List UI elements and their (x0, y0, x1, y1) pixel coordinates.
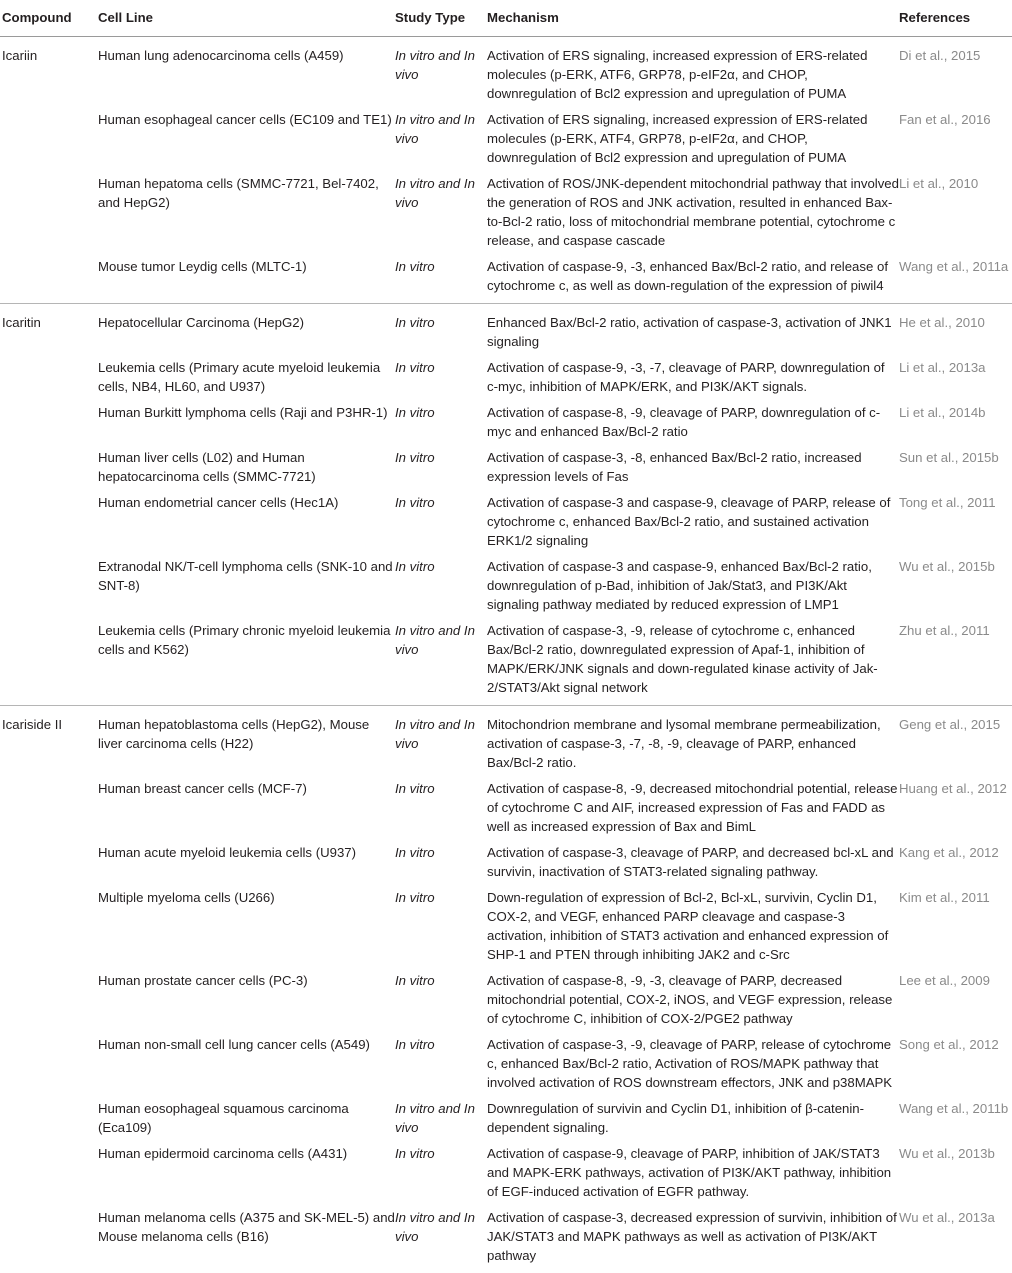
header-compound: Compound (0, 0, 98, 37)
reference-cell: Wu et al., 2013a (899, 1205, 1012, 1273)
mechanism-cell: Activation of caspase-9, cleavage of PARP, inhibition of JAK/STAT3 and MAPK-ERK pathways, activation of PI3K/AKT pathway, inhibition of EGF-induced activation of EGFR pathway. (487, 1141, 899, 1205)
cell-line-cell: Multiple myeloma cells (U266) (98, 885, 395, 968)
cell-line-cell: Human non-small cell lung cancer cells (A549) (98, 1032, 395, 1096)
mechanism-cell: Activation of caspase-3, cleavage of PARP, and decreased bcl-xL and survivin, inactivation of STAT3-related signaling pathway. (487, 840, 899, 885)
study-type-cell: In vitro (395, 1141, 487, 1205)
cell-line-cell: Leukemia cells (Primary acute myeloid leukemia cells, NB4, HL60, and U937) (98, 355, 395, 400)
study-type-cell: In vitro (395, 840, 487, 885)
table-row (0, 618, 1012, 706)
mechanism-cell: Activation of caspase-3 and caspase-9, enhanced Bax/Bcl-2 ratio, downregulation of p-Bad, inhibition of Jak/Stat3, and PI3K/Akt signaling pathway mediated by reduced expression of LMP1 (487, 554, 899, 618)
cell-line-cell: Human acute myeloid leukemia cells (U937) (98, 840, 395, 885)
table-row (0, 490, 1012, 554)
study-type-cell: In vitro (395, 1032, 487, 1096)
study-type-cell: In vitro (395, 554, 487, 618)
compound-cell (0, 355, 98, 400)
reference-cell: Geng et al., 2015 (899, 706, 1012, 777)
table-row (0, 445, 1012, 490)
compound-cell (0, 400, 98, 445)
study-type-cell: In vitro and In vivo (395, 706, 487, 777)
reference-cell: Tong et al., 2011 (899, 490, 1012, 554)
cell-line-cell: Extranodal NK/T-cell lymphoma cells (SNK-10 and SNT-8) (98, 554, 395, 618)
table-row (0, 554, 1012, 618)
compound-cell: Icariin (0, 37, 98, 108)
reference-cell: Zhu et al., 2011 (899, 618, 1012, 706)
mechanism-cell: Activation of caspase-3 and caspase-9, cleavage of PARP, release of cytochrome c, enhanced Bax/Bcl-2 ratio, and sustained activation ERK1/2 signaling (487, 490, 899, 554)
mechanism-cell: Activation of caspase-3, -8, enhanced Bax/Bcl-2 ratio, increased expression levels of Fas (487, 445, 899, 490)
cell-line-cell: Human melanoma cells (A375 and SK-MEL-5) and Mouse melanoma cells (B16) (98, 1205, 395, 1273)
mechanism-cell: Activation of caspase-3, -9, cleavage of PARP, release of cytochrome c, enhanced Bax/Bcl-2 ratio, Activation of ROS/MAPK pathway that involved activation of ROS downstream effectors, JNK and p38MAPK (487, 1032, 899, 1096)
table-row (0, 1096, 1012, 1141)
table-row (0, 400, 1012, 445)
reference-cell: Wu et al., 2013b (899, 1141, 1012, 1205)
mechanism-cell: Mitochondrion membrane and lysomal membrane permeabilization, activation of caspase-3, -7, -8, -9, cleavage of PARP, enhanced Bax/Bcl-2 ratio. (487, 706, 899, 777)
reference-cell: Li et al., 2014b (899, 400, 1012, 445)
study-type-cell: In vitro and In vivo (395, 37, 487, 108)
reference-cell: Wang et al., 2011b (899, 1096, 1012, 1141)
compound-cell (0, 1141, 98, 1205)
study-type-cell: In vitro (395, 490, 487, 554)
reference-cell: Sun et al., 2015b (899, 445, 1012, 490)
study-type-cell: In vitro and In vivo (395, 107, 487, 171)
header-row (0, 0, 1012, 37)
table-row (0, 355, 1012, 400)
compound-cell (0, 1032, 98, 1096)
cell-line-cell: Human liver cells (L02) and Human hepatocarcinoma cells (SMMC-7721) (98, 445, 395, 490)
reference-cell: Di et al., 2015 (899, 37, 1012, 108)
compound-cell (0, 107, 98, 171)
mechanism-cell: Activation of caspase-3, decreased expression of survivin, inhibition of JAK/STAT3 and MAPK pathways as well as activation of PI3K/AKT pathway (487, 1205, 899, 1273)
table-row (0, 1032, 1012, 1096)
cell-line-cell: Leukemia cells (Primary chronic myeloid leukemia cells and K562) (98, 618, 395, 706)
compound-cell (0, 490, 98, 554)
study-type-cell: In vitro (395, 355, 487, 400)
table-row (0, 968, 1012, 1032)
table-row (0, 107, 1012, 171)
compound-cell (0, 618, 98, 706)
study-type-cell: In vitro (395, 304, 487, 356)
study-type-cell: In vitro and In vivo (395, 618, 487, 706)
compound-cell (0, 554, 98, 618)
reference-cell: Wang et al., 2011a (899, 254, 1012, 304)
reference-cell: Song et al., 2012 (899, 1032, 1012, 1096)
mechanism-cell: Activation of ROS/JNK-dependent mitochondrial pathway that involved the generation of ROS and JNK activation, resulted in enhanced Bax-to-Bcl-2 ratio, loss of mitochondrial membrane potential, cytochrome c release, and caspase cascade (487, 171, 899, 254)
compound-cell: Icaritin (0, 304, 98, 356)
compound-cell (0, 840, 98, 885)
table-row (0, 171, 1012, 254)
mechanism-cell: Activation of caspase-8, -9, cleavage of PARP, downregulation of c-myc and enhanced Bax/Bcl-2 ratio (487, 400, 899, 445)
cell-line-cell: Human endometrial cancer cells (Hec1A) (98, 490, 395, 554)
table-body (0, 37, 1012, 1273)
reference-cell: Kang et al., 2012 (899, 840, 1012, 885)
table-row (0, 706, 1012, 777)
reference-cell: Huang et al., 2012 (899, 776, 1012, 840)
study-type-cell: In vitro (395, 254, 487, 304)
compound-cell (0, 885, 98, 968)
compound-cell (0, 1096, 98, 1141)
study-type-cell: In vitro (395, 885, 487, 968)
cell-line-cell: Human prostate cancer cells (PC-3) (98, 968, 395, 1032)
mechanism-cell: Activation of caspase-8, -9, decreased mitochondrial potential, release of cytochrome C and AIF, increased expression of Fas and FADD as well as increased expression of Bax and BimL (487, 776, 899, 840)
study-type-cell: In vitro and In vivo (395, 171, 487, 254)
study-type-cell: In vitro (395, 968, 487, 1032)
compound-cell (0, 445, 98, 490)
table-row (0, 885, 1012, 968)
cell-line-cell: Human lung adenocarcinoma cells (A459) (98, 37, 395, 108)
table-row (0, 776, 1012, 840)
table-row (0, 840, 1012, 885)
study-type-cell: In vitro (395, 445, 487, 490)
study-type-cell: In vitro and In vivo (395, 1096, 487, 1141)
compound-cell (0, 1205, 98, 1273)
mechanism-cell: Activation of caspase-8, -9, -3, cleavage of PARP, decreased mitochondrial potential, COX-2, iNOS, and VEGF expression, release of cytochrome C, inhibition of COX-2/PGE2 pathway (487, 968, 899, 1032)
compound-cell (0, 254, 98, 304)
reference-cell: Wu et al., 2015b (899, 554, 1012, 618)
reference-cell: Kim et al., 2011 (899, 885, 1012, 968)
cell-line-cell: Human hepatoma cells (SMMC-7721, Bel-7402, and HepG2) (98, 171, 395, 254)
table-row (0, 254, 1012, 304)
cell-line-cell: Hepatocellular Carcinoma (HepG2) (98, 304, 395, 356)
mechanism-cell: Activation of ERS signaling, increased expression of ERS-related molecules (p-ERK, ATF6, GRP78, p-eIF2α, and CHOP, downregulation of Bcl2 expression and upregulation of PUMA (487, 37, 899, 108)
cell-line-cell: Human Burkitt lymphoma cells (Raji and P3HR-1) (98, 400, 395, 445)
mechanism-cell: Activation of ERS signaling, increased expression of ERS-related molecules (p-ERK, ATF4, GRP78, p-eIF2α, and CHOP, downregulation of Bcl2 expression and upregulation of PUMA (487, 107, 899, 171)
reference-cell: He et al., 2010 (899, 304, 1012, 356)
header-study-type: Study Type (395, 0, 487, 37)
mechanism-cell: Downregulation of survivin and Cyclin D1, inhibition of β-catenin-dependent signaling. (487, 1096, 899, 1141)
table-row (0, 1205, 1012, 1273)
header-cell-line: Cell Line (98, 0, 395, 37)
cell-line-cell: Human eosophageal squamous carcinoma (Eca109) (98, 1096, 395, 1141)
compound-cell (0, 171, 98, 254)
table-row (0, 304, 1012, 356)
mechanism-cell: Down-regulation of expression of Bcl-2, Bcl-xL, survivin, Cyclin D1, COX-2, and VEGF, enhanced PARP cleavage and caspase-3 activation, inhibition of STAT3 activation and enhanced expression of SHP-1 and PTEN through inhibiting JAK2 and c-Src (487, 885, 899, 968)
cell-line-cell: Human breast cancer cells (MCF-7) (98, 776, 395, 840)
cell-line-cell: Human esophageal cancer cells (EC109 and TE1) (98, 107, 395, 171)
header-references: References (899, 0, 1012, 37)
mechanism-cell: Activation of caspase-3, -9, release of cytochrome c, enhanced Bax/Bcl-2 ratio, downregulated expression of Apaf-1, inhibition of MAPK/ERK/JNK signals and down-regulated kinase activity of Jak-2/STAT3/Akt signal network (487, 618, 899, 706)
cell-line-cell: Human hepatoblastoma cells (HepG2), Mouse liver carcinoma cells (H22) (98, 706, 395, 777)
reference-cell: Fan et al., 2016 (899, 107, 1012, 171)
study-type-cell: In vitro (395, 776, 487, 840)
reference-cell: Lee et al., 2009 (899, 968, 1012, 1032)
reference-cell: Li et al., 2013a (899, 355, 1012, 400)
header-mechanism: Mechanism (487, 0, 899, 37)
study-type-cell: In vitro and In vivo (395, 1205, 487, 1273)
mechanism-cell: Activation of caspase-9, -3, enhanced Bax/Bcl-2 ratio, and release of cytochrome c, as well as down-regulation of the expression of piwil4 (487, 254, 899, 304)
cell-line-cell: Mouse tumor Leydig cells (MLTC-1) (98, 254, 395, 304)
compound-cell: Icariside II (0, 706, 98, 777)
study-type-cell: In vitro (395, 400, 487, 445)
mechanism-cell: Enhanced Bax/Bcl-2 ratio, activation of caspase-3, activation of JNK1 signaling (487, 304, 899, 356)
compound-cell (0, 968, 98, 1032)
table-row (0, 37, 1012, 108)
compound-cell (0, 776, 98, 840)
table-row (0, 1141, 1012, 1205)
cell-line-cell: Human epidermoid carcinoma cells (A431) (98, 1141, 395, 1205)
reference-cell: Li et al., 2010 (899, 171, 1012, 254)
mechanism-cell: Activation of caspase-9, -3, -7, cleavage of PARP, downregulation of c-myc, inhibition of MAPK/ERK, and PI3K/AKT signals. (487, 355, 899, 400)
